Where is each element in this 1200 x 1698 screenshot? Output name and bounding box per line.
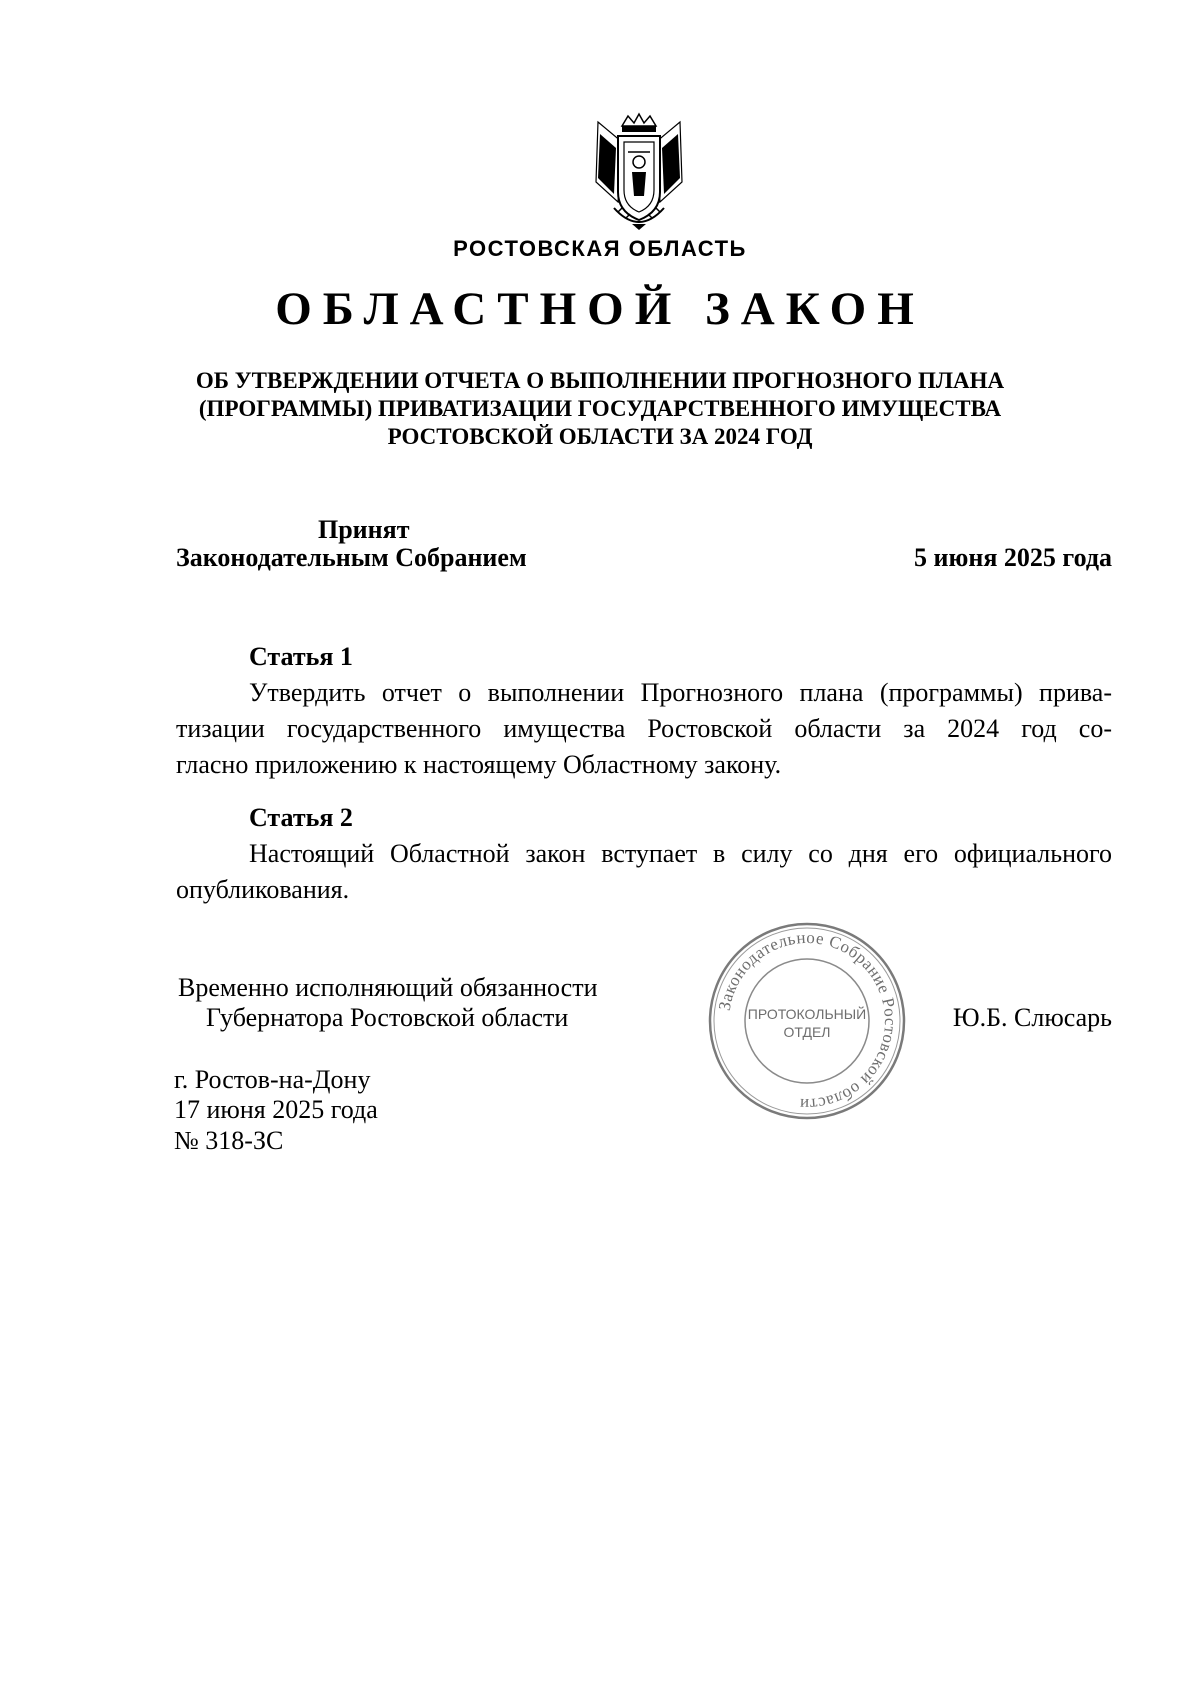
law-title-line: ОБ УТВЕРЖДЕНИИ ОТЧЕТА О ВЫПОЛНЕНИИ ПРОГНОЗНОГО ПЛАНА xyxy=(195,368,1005,393)
law-number: № 318-ЗС xyxy=(174,1126,284,1155)
stamp-inner-line: ПРОТОКОЛЬНЫЙ xyxy=(747,1006,867,1022)
article-2-heading: Статья 2 xyxy=(249,803,353,832)
stamp-ring-textpath: Законодательное Собрание Ростовской области xyxy=(714,927,901,1115)
signer-name: Ю.Б. Слюсарь xyxy=(952,1003,1112,1032)
signing-place: г. Ростов-на-Дону xyxy=(174,1065,371,1094)
article-1-line: тизации государственного имущества Ростовской области за 2024 год со- xyxy=(176,714,1112,743)
article-1-line: гласно приложению к настоящему Областному закону. xyxy=(176,750,782,779)
adopted-by: Законодательным Собранием xyxy=(176,543,527,572)
article-2-text xyxy=(176,836,1112,908)
law-title xyxy=(0,367,1200,451)
signer-position-line: Временно исполняющий обязанности xyxy=(178,973,598,1002)
article-2-line: опубликования. xyxy=(176,875,350,904)
article-2-line: Настоящий Областной закон вступает в силу со дня его официального xyxy=(249,839,1112,868)
article-1-heading: Статья 1 xyxy=(249,642,353,671)
official-stamp xyxy=(707,921,907,1121)
coat-of-arms-icon xyxy=(588,112,690,234)
article-1-text xyxy=(176,675,1112,783)
adopted-date: 5 июня 2025 года xyxy=(914,543,1112,572)
law-title-line: РОСТОВСКОЙ ОБЛАСТИ ЗА 2024 ГОД xyxy=(387,424,813,449)
signing-date: 17 июня 2025 года xyxy=(174,1095,378,1124)
law-title-line: (ПРОГРАММЫ) ПРИВАТИЗАЦИИ ГОСУДАРСТВЕННОГО ИМУЩЕСТВА xyxy=(198,396,1002,421)
signer-position xyxy=(178,973,598,1033)
document-type-title: ОБЛАСТНОЙ ЗАКОН xyxy=(275,283,925,335)
region-name: РОСТОВСКАЯ ОБЛАСТЬ xyxy=(453,236,747,261)
stamp-inner-line: ОТДЕЛ xyxy=(783,1024,831,1040)
signer-position-line: Губернатора Ростовской области xyxy=(206,1003,569,1032)
article-1-line: Утвердить отчет о выполнении Прогнозного плана (программы) прива- xyxy=(249,678,1112,707)
adopted-label: Принят xyxy=(318,515,410,544)
